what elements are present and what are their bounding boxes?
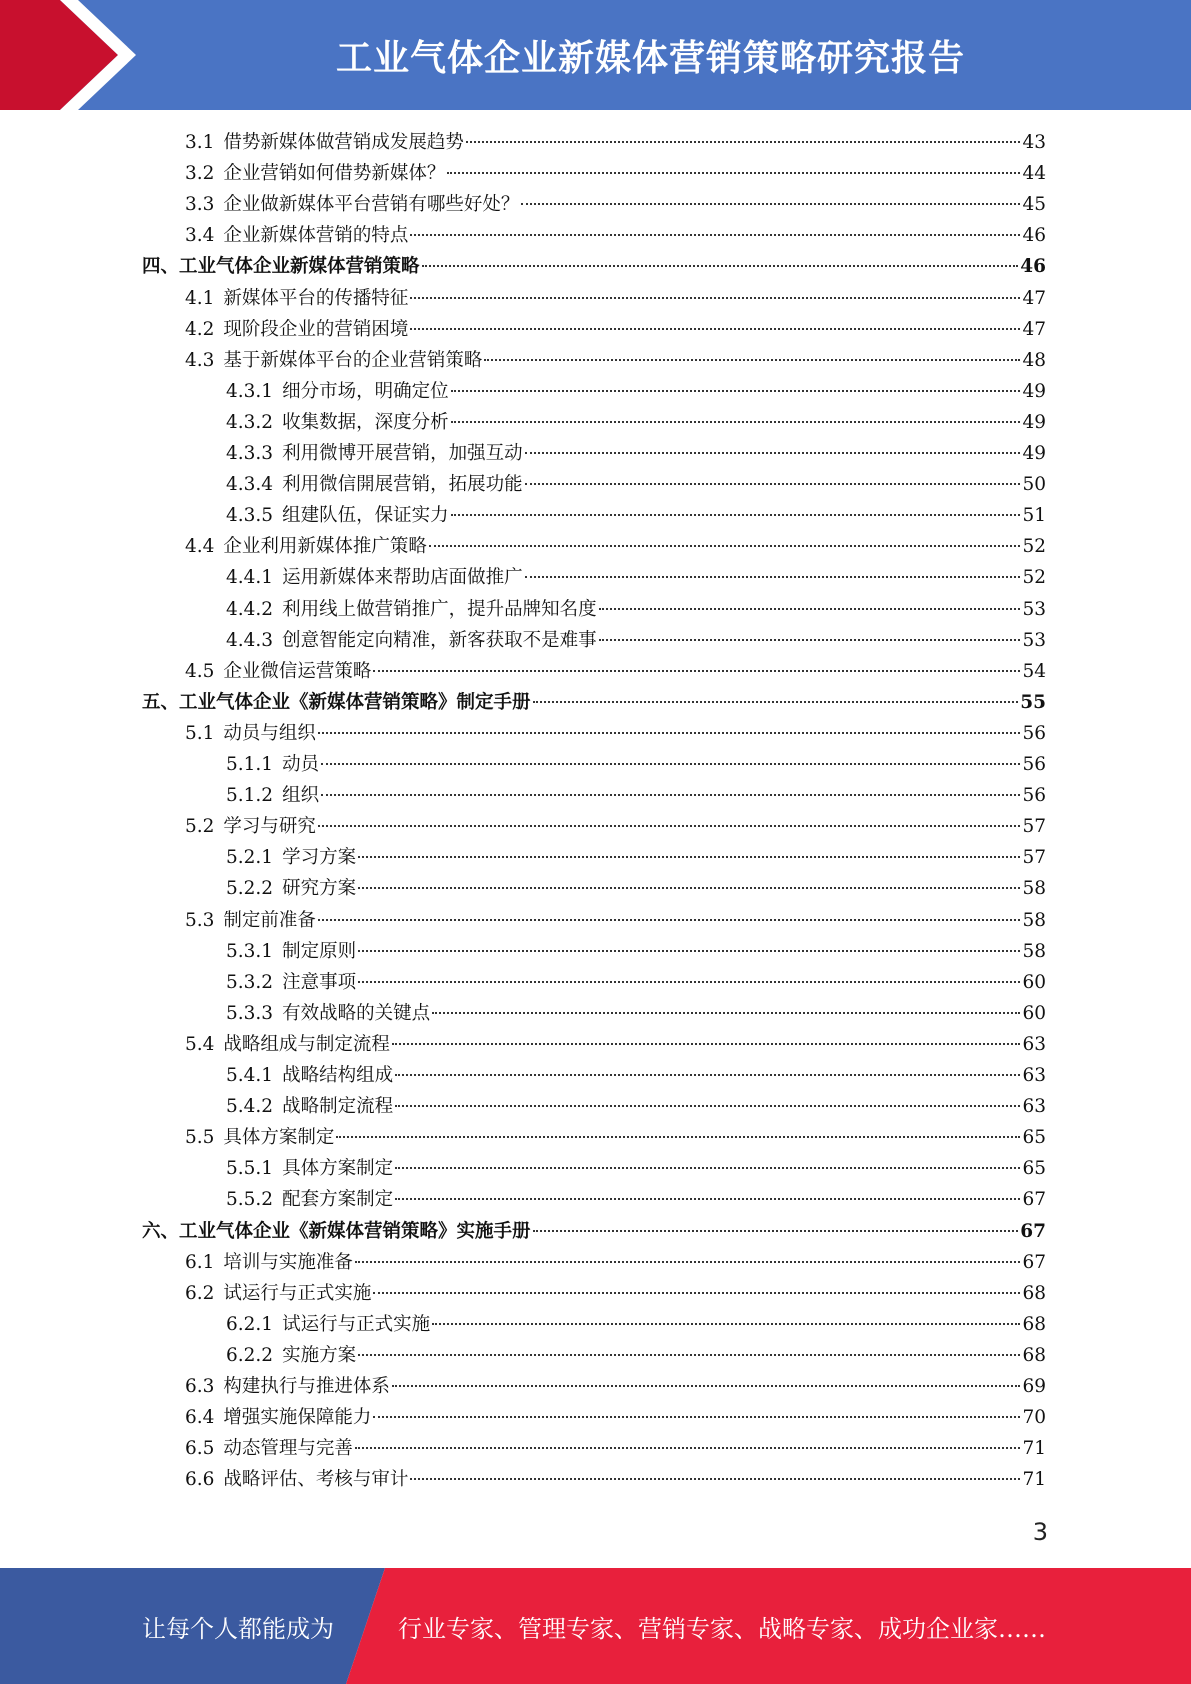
footer-slogan-right: 行业专家、管理专家、营销专家、战略专家、成功企业家…… [398,1614,1046,1643]
toc-entry[interactable] [185,1433,1046,1464]
toc-entry[interactable] [226,873,1046,904]
toc-entry[interactable] [185,1278,1046,1309]
toc-entry-number: 6.3 [185,1376,215,1397]
toc-entry[interactable] [185,1464,1046,1495]
toc-dot-leader [358,1353,1020,1356]
toc-entry[interactable] [185,1029,1046,1060]
toc-entry-title: 收集数据，深度分析 [282,411,449,433]
toc-entry[interactable] [185,531,1046,562]
toc-entry-page: 43 [1022,132,1046,153]
toc-entry-page: 67 [1022,1251,1046,1273]
toc-entry[interactable] [185,127,1046,158]
toc-dot-leader [429,544,1021,547]
toc-entry-page: 48 [1022,349,1046,371]
toc-entry-title: 企业营销如何借势新媒体？ [223,163,446,185]
toc-entry[interactable] [226,469,1046,500]
toc-entry[interactable] [226,1340,1046,1371]
toc-entry-title: 企业做新媒体平台营销有哪些好处？ [223,194,520,216]
toc-entry[interactable] [142,1216,1046,1247]
toc-entry-number: 5.5 [185,1127,215,1149]
toc-dot-leader [395,1104,1020,1107]
toc-entry-number: 5.2.2 [226,878,274,900]
toc-entry[interactable] [185,656,1046,687]
toc-entry[interactable] [226,842,1046,873]
toc-entry[interactable] [185,158,1046,189]
toc-entry-page: 46 [1022,225,1046,247]
header-title: 工业气体企业新媒体营销策略研究报告 [335,37,965,79]
toc-entry-page: 56 [1022,754,1046,775]
toc-entry-number: 4.5 [185,660,215,682]
toc-entry-page: 53 [1022,598,1046,620]
toc-dot-leader [410,296,1020,299]
toc-entry-number: 5.3 [185,909,215,931]
toc-entry[interactable] [226,562,1046,593]
toc-dot-leader [525,575,1021,578]
toc-entry[interactable] [226,1153,1046,1184]
toc-entry-number: 4.3.1 [226,380,274,402]
toc-entry-title: 新媒体平台的传播特征 [223,287,409,309]
toc-entry-title: 借势新媒体做营销成发展趋势 [223,132,464,153]
toc-dot-leader [395,1073,1020,1076]
toc-entry[interactable] [226,438,1046,469]
toc-entry-title: 增强实施保障能力 [223,1407,372,1429]
toc-entry-title: 组织 [282,785,320,807]
toc-entry[interactable] [226,407,1046,438]
toc-entry-title: 配套方案制定 [282,1189,394,1211]
page-header [0,0,1191,110]
toc-dot-leader [599,607,1021,610]
toc-entry-title: 利用微博开展营销，加强互动 [282,443,523,464]
toc-dot-leader [355,1260,1021,1263]
toc-entry-title: 试运行与正式实施 [282,1313,431,1335]
toc-dot-leader [410,233,1020,236]
toc-dot-leader [358,886,1020,889]
toc-dot-leader [373,1291,1020,1294]
toc-entry[interactable] [185,905,1046,936]
toc-entry-page: 71 [1022,1469,1046,1491]
toc-entry-number: 6.2.2 [226,1344,274,1366]
toc-entry-number: 4.3.5 [226,505,274,527]
toc-entry-title: 组建队伍，保证实力 [282,505,449,527]
footer-slogan-left: 让每个人都能成为 [142,1614,334,1643]
toc-entry-page: 69 [1022,1376,1046,1397]
toc-dot-leader [318,731,1021,734]
toc-entry-page: 55 [1020,691,1046,713]
toc-dot-leader [484,358,1020,361]
toc-entry-number: 4.4 [185,536,215,558]
toc-entry-page: 52 [1022,536,1046,558]
toc-entry-title: 制定前准备 [223,909,316,931]
toc-entry-title: 制定原则 [282,940,357,962]
toc-entry[interactable] [226,967,1046,998]
toc-dot-leader [318,824,1021,827]
toc-entry-page: 58 [1022,878,1046,900]
toc-entry[interactable] [226,500,1046,531]
toc-entry[interactable] [185,1247,1046,1278]
toc-entry[interactable] [226,1091,1046,1122]
toc-entry-page: 50 [1022,474,1046,496]
toc-entry[interactable] [226,749,1046,780]
toc-entry-page: 67 [1020,1220,1046,1242]
toc-entry-title: 工业气体企业《新媒体营销策略》制定手册 [179,691,531,713]
toc-entry-title: 战略组成与制定流程 [223,1033,390,1055]
toc-entry-number: 5.1 [185,722,215,744]
toc-dot-leader [336,1135,1020,1138]
toc-entry[interactable] [226,780,1046,811]
toc-dot-leader [422,264,1019,267]
toc-entry-page: 54 [1022,660,1046,682]
toc-entry-number: 6.1 [185,1251,215,1273]
toc-entry[interactable] [185,220,1046,251]
toc-dot-leader [392,1384,1021,1387]
toc-entry-page: 70 [1022,1407,1046,1429]
toc-entry[interactable] [185,718,1046,749]
toc-entry-number: 5.1.1 [226,754,274,775]
toc-entry[interactable] [185,283,1046,314]
toc-entry-page: 57 [1022,847,1046,869]
toc-entry-number: 5.4.2 [226,1096,274,1118]
toc-entry-title: 细分市场，明确定位 [282,380,449,402]
toc-dot-leader [358,980,1020,983]
toc-entry[interactable] [226,1184,1046,1215]
toc-dot-leader [410,327,1020,330]
toc-entry-page: 63 [1022,1065,1046,1086]
toc-entry[interactable] [185,1122,1046,1153]
toc-entry-number: 5.4.1 [226,1065,274,1086]
toc-entry-number: 4.1 [185,287,215,309]
toc-entry-title: 企业利用新媒体推广策略 [223,536,427,558]
toc-entry-title: 试运行与正式实施 [223,1282,372,1304]
toc-dot-leader [451,513,1021,516]
toc-entry-title: 战略评估、考核与审计 [223,1469,409,1491]
toc-entry-page: 49 [1022,443,1046,464]
toc-entry-page: 58 [1022,909,1046,931]
toc-dot-leader [321,762,1020,765]
toc-entry-number: 6.2.1 [226,1313,274,1335]
toc-entry-page: 45 [1022,194,1046,216]
toc-entry-title: 创意智能定向精准，新客获取不是难事 [282,629,597,651]
toc-dot-leader [451,389,1021,392]
toc-entry[interactable] [226,625,1046,656]
toc-entry-title: 具体方案制定 [282,1158,394,1180]
toc-entry-page: 63 [1022,1096,1046,1118]
toc-entry-page: 49 [1022,380,1046,402]
toc-entry-title: 培训与实施准备 [223,1251,353,1273]
toc-entry-title: 企业微信运营策略 [223,660,372,682]
toc-entry-title: 基于新媒体平台的企业营销策略 [223,349,483,371]
toc-entry-page: 52 [1022,567,1046,589]
toc-dot-leader [395,1197,1020,1200]
toc-entry-title: 注意事项 [282,971,357,993]
toc-entry-number: 5.1.2 [226,785,274,807]
toc-entry-number: 5.3.1 [226,940,274,962]
toc-entry-page: 53 [1022,629,1046,651]
toc-entry-number: 4.3.2 [226,411,274,433]
toc-entry-number: 6.6 [185,1469,215,1491]
toc-entry-page: 56 [1022,785,1046,807]
toc-entry-page: 68 [1022,1313,1046,1335]
toc-entry-number: 4.4.3 [226,629,274,651]
toc-dot-leader [533,1229,1019,1232]
toc-entry[interactable] [185,314,1046,345]
toc-entry-page: 58 [1022,940,1046,962]
toc-dot-leader [373,1415,1020,1418]
toc-dot-leader [321,793,1020,796]
toc-entry-number: 6.5 [185,1438,215,1460]
toc-entry-number: 3.3 [185,194,215,216]
toc-dot-leader [373,669,1020,672]
toc-entry[interactable] [185,345,1046,376]
toc-entry[interactable] [185,189,1046,220]
toc-entry-title: 工业气体企业新媒体营销策略 [179,256,420,278]
toc-entry-page: 47 [1022,318,1046,340]
toc-dot-leader [392,1042,1021,1045]
toc-entry[interactable] [226,376,1046,407]
toc-entry[interactable] [185,811,1046,842]
toc-entry[interactable] [185,1371,1046,1402]
toc-entry-number: 4.2 [185,318,215,340]
toc-entry-title: 运用新媒体来帮助店面做推广 [282,567,523,589]
toc-dot-leader [410,1477,1020,1480]
toc-dot-leader [525,451,1021,454]
toc-entry-number: 4.4.2 [226,598,274,620]
toc-entry-title: 有效战略的关键点 [282,1002,431,1024]
toc-entry[interactable] [226,936,1046,967]
toc-entry-title: 动员 [282,754,320,775]
page-footer [0,1568,1191,1684]
toc-dot-leader [525,482,1021,485]
toc-entry-title: 实施方案 [282,1344,357,1366]
toc-entry[interactable] [226,594,1046,625]
toc-entry-page: 60 [1022,1002,1046,1024]
toc-dot-leader [395,1166,1020,1169]
toc-entry-title: 动态管理与完善 [223,1438,353,1460]
toc-entry-number: 六、 [142,1220,180,1242]
page-number: 3 [1032,1518,1048,1546]
toc-entry-title: 战略结构组成 [282,1065,394,1086]
toc-entry-number: 4.3.4 [226,474,274,496]
toc-entry-page: 67 [1022,1189,1046,1211]
toc-entry[interactable] [142,251,1046,282]
toc-dot-leader [358,949,1020,952]
toc-dot-leader [533,700,1019,703]
toc-entry-title: 企业新媒体营销的特点 [223,225,409,247]
toc-entry-number: 3.1 [185,132,215,153]
toc-entry-page: 56 [1022,722,1046,744]
toc-dot-leader [521,202,1020,205]
toc-entry-page: 47 [1022,287,1046,309]
toc-entry-page: 49 [1022,411,1046,433]
toc-entry-page: 71 [1022,1438,1046,1460]
toc-entry-number: 5.5.2 [226,1189,274,1211]
toc-entry-number: 5.2.1 [226,847,274,869]
toc-entry[interactable] [226,1309,1046,1340]
toc-entry-title: 构建执行与推进体系 [223,1376,390,1397]
toc-entry-title: 战略制定流程 [282,1096,394,1118]
toc-entry-number: 4.3.3 [226,443,274,464]
toc-entry-title: 学习方案 [282,847,357,869]
toc-dot-leader [432,1322,1020,1325]
header-red-arrow [0,0,118,110]
toc-entry-number: 五、 [142,691,180,713]
toc-entry-number: 5.3.2 [226,971,274,993]
toc-entry-title: 工业气体企业《新媒体营销策略》实施手册 [179,1220,531,1242]
toc-entry-number: 5.4 [185,1033,215,1055]
toc-dot-leader [358,855,1020,858]
toc-entry-number: 4.3 [185,349,215,371]
toc-dot-leader [432,1011,1020,1014]
toc-entry-page: 57 [1022,816,1046,838]
toc-entry-title: 动员与组织 [223,722,316,744]
toc-entry-page: 65 [1022,1127,1046,1149]
toc-entry-page: 51 [1022,505,1046,527]
toc-entry[interactable] [142,687,1046,718]
toc-entry-number: 5.5.1 [226,1158,274,1180]
toc-entry-number: 3.2 [185,163,215,185]
toc-entry-number: 6.4 [185,1407,215,1429]
toc-entry-title: 利用微信開展营销，拓展功能 [282,474,523,496]
toc-dot-leader [318,918,1021,921]
toc-entry-page: 63 [1022,1033,1046,1055]
toc-entry-title: 研究方案 [282,878,357,900]
toc-entry-number: 四、 [142,256,180,278]
toc-dot-leader [355,1446,1021,1449]
toc-dot-leader [451,420,1021,423]
toc-entry-page: 44 [1022,163,1046,185]
toc-entry-page: 60 [1022,971,1046,993]
toc-entry-number: 3.4 [185,225,215,247]
toc-entry-title: 具体方案制定 [223,1127,335,1149]
toc-entry-title: 现阶段企业的营销困境 [223,318,409,340]
toc-entry-number: 6.2 [185,1282,215,1304]
toc-entry-number: 5.3.3 [226,1002,274,1024]
toc-entry-number: 4.4.1 [226,567,274,589]
toc-entry[interactable] [185,1402,1046,1433]
toc-dot-leader [447,171,1020,174]
toc-entry[interactable] [226,1060,1046,1091]
toc-entry-title: 利用线上做营销推广，提升品牌知名度 [282,598,597,620]
toc-dot-leader [466,140,1021,143]
toc-entry-page: 46 [1020,256,1046,278]
toc-entry[interactable] [226,998,1046,1029]
toc-entry-title: 学习与研究 [223,816,316,838]
toc-entry-page: 65 [1022,1158,1046,1180]
toc-entry-number: 5.2 [185,816,215,838]
toc-entry-page: 68 [1022,1282,1046,1304]
toc-dot-leader [599,638,1021,641]
toc-entry-page: 68 [1022,1344,1046,1366]
